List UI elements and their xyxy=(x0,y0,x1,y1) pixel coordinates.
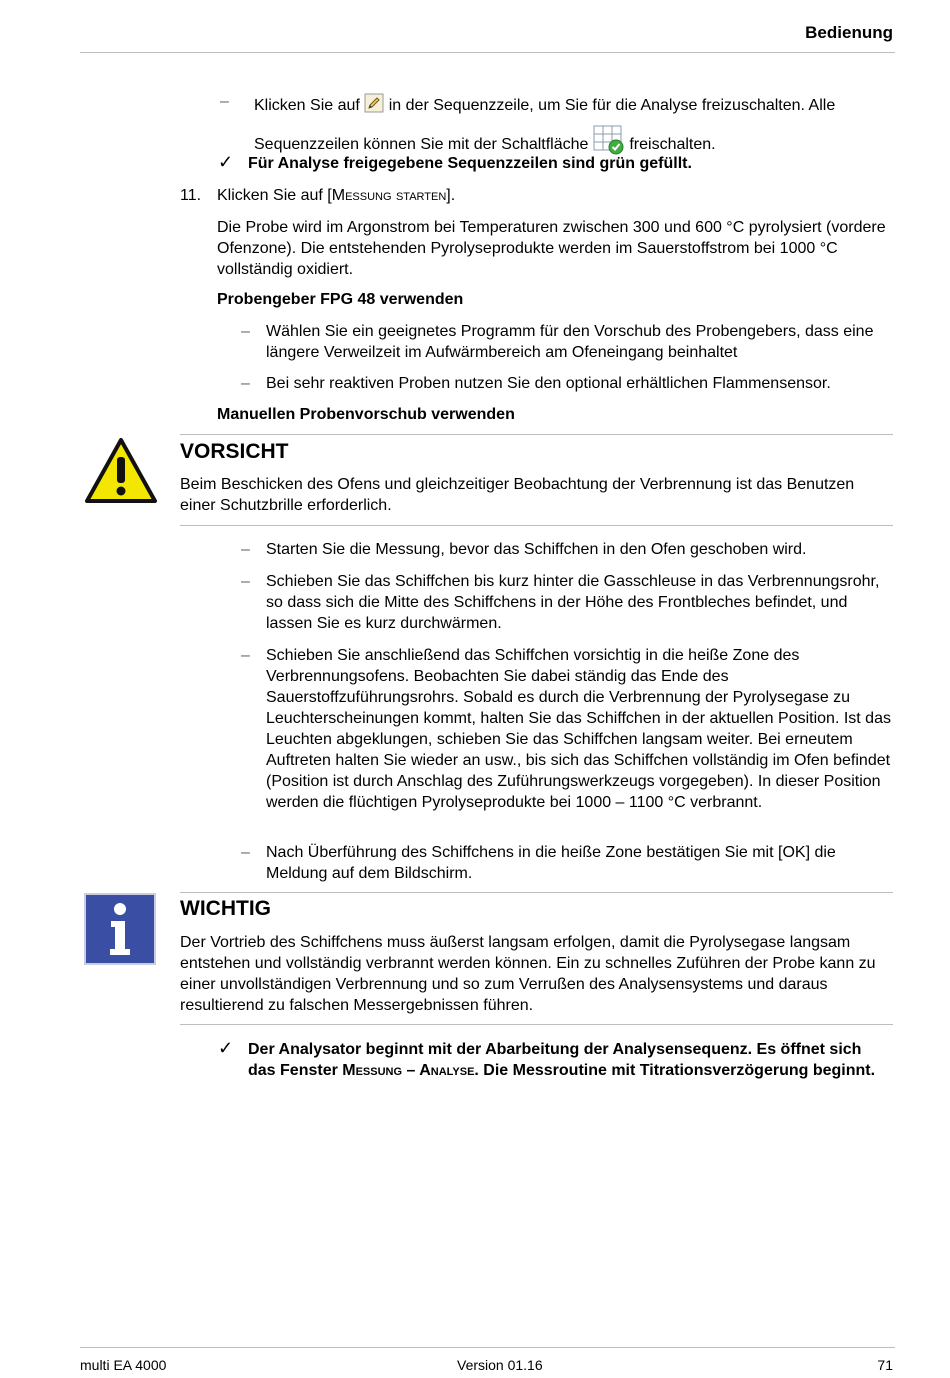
manual-heading: Manuellen Probenvorschub verwenden xyxy=(217,406,515,423)
window-name: Messung – Analyse xyxy=(342,1062,475,1079)
dash-bullet: – xyxy=(241,647,250,664)
header-rule xyxy=(80,52,895,53)
manual-item: Schieben Sie das Schiffchen bis kurz hinter die Gasschleuse in das Verbrennungsrohr, so dass sich die Mitte des Schiffchens in der Höhe des Frontbleches befindet, und lassen Sie es kurz durchwärmen. xyxy=(266,573,880,632)
dash-bullet: – xyxy=(220,93,229,110)
check-mark-icon: ✓ xyxy=(218,152,234,172)
caution-title: VORSICHT xyxy=(180,440,289,463)
important-top-rule xyxy=(180,892,893,893)
page-header-title: Bedienung xyxy=(805,23,893,42)
step11-description: Die Probe wird im Argonstrom bei Temperaturen zwischen 300 und 600 °C pyrolysiert (vordere Ofenzone). Die entstehenden Pyrolyseprodukte werden im Sauerstoffstrom bei 1000 °C vollständig oxidiert. xyxy=(217,219,886,278)
footer-product: multi EA 4000 xyxy=(80,1357,167,1373)
check-mark-icon: ✓ xyxy=(218,1038,234,1058)
manual-item: Starten Sie die Messung, bevor das Schiffchen in den Ofen geschoben wird. xyxy=(266,541,807,558)
dash-bullet: – xyxy=(241,573,250,590)
footer-rule xyxy=(80,1347,895,1348)
footer-version: Version 01.16 xyxy=(457,1357,543,1373)
final-result: Der Analysator beginnt mit der Abarbeitung der Analysensequenz. Es öffnet sich das Fenster Messung – Analyse. Die Messroutine mit Titrationsverzögerung beginnt. xyxy=(248,1041,876,1079)
start-measurement-button-ref: Messung starten xyxy=(331,187,447,204)
caution-text: Beim Beschicken des Ofens und gleichzeitiger Beobachtung der Verbrennung ist das Benutzen einer Schutzbrille erforderlich. xyxy=(180,476,855,514)
important-bottom-rule xyxy=(180,1024,893,1025)
manual-item: Schieben Sie anschließend das Schiffchen vorsichtig in die heiße Zone des Verbrennungsofens. Beobachten Sie dabei ständig das Ende des Sauerstoffzuführungsrohrs. Sobald es durch die Verbrennung der Pyrolysegase zu Leuchterscheinungen kommt, halten Sie das Schiffchen in der aktuellen Position. Ist das Leuchten abgeklungen, schieben Sie das Schiffchen langsam weiter. Bei erneutem Auftreten halten Sie wieder an usw., bis sich das Schiffchen vollständig im Ofen befindet (Position ist durch Anschlag des Zuführungswerkzeugs vorgegeben). In dieser Position werden die flüchtigen Pyrolyseprodukte bei 1000 – 1100 °C verbrannt. xyxy=(266,647,891,811)
warning-triangle-icon xyxy=(84,437,158,511)
step11-instruction: Klicken Sie auf [Messung starten]. xyxy=(217,187,456,204)
enable-instruction: Klicken Sie auf in der Sequenzzeile, um Sie für die Analyse freizuschalten. Alle Sequenzzeilen können Sie mit der Schaltfläche freischalten. xyxy=(254,90,894,167)
autosampler-heading: Probengeber FPG 48 verwenden xyxy=(217,291,464,308)
dash-bullet: – xyxy=(241,541,250,558)
step-number: 11. xyxy=(180,187,202,204)
caution-bottom-rule xyxy=(180,525,893,526)
dash-bullet: – xyxy=(241,323,250,340)
caution-top-rule xyxy=(180,434,893,435)
enable-result: Für Analyse freigegebene Sequenzzeilen sind grün gefüllt. xyxy=(248,155,692,172)
autosampler-item: Bei sehr reaktiven Proben nutzen Sie den optional erhältlichen Flammensensor. xyxy=(266,375,831,392)
pencil-edit-icon xyxy=(364,93,384,125)
info-icon xyxy=(84,893,156,971)
important-title: WICHTIG xyxy=(180,897,271,920)
footer-page-number: 71 xyxy=(877,1357,893,1373)
manual-item: Nach Überführung des Schiffchens in die heiße Zone bestätigen Sie mit [OK] die Meldung auf dem Bildschirm. xyxy=(266,844,836,882)
autosampler-item: Wählen Sie ein geeignetes Programm für den Vorschub des Probengebers, dass eine längere Verweilzeit im Aufwärmbereich am Ofeneingang beinhaltet xyxy=(266,323,874,361)
important-text: Der Vortrieb des Schiffchens muss äußerst langsam erfolgen, damit die Pyrolysegase langsam entstehen und vollständig verbrannt werden können. Ein zu schnelles Zuführen der Probe kann zu einer unvollständigen Verbrennung und so zum Verrußen des Analysensystems und daraus resultierend zu falschen Messergebnissen führen. xyxy=(180,934,876,1014)
dash-bullet: – xyxy=(241,375,250,392)
dash-bullet: – xyxy=(241,844,250,861)
